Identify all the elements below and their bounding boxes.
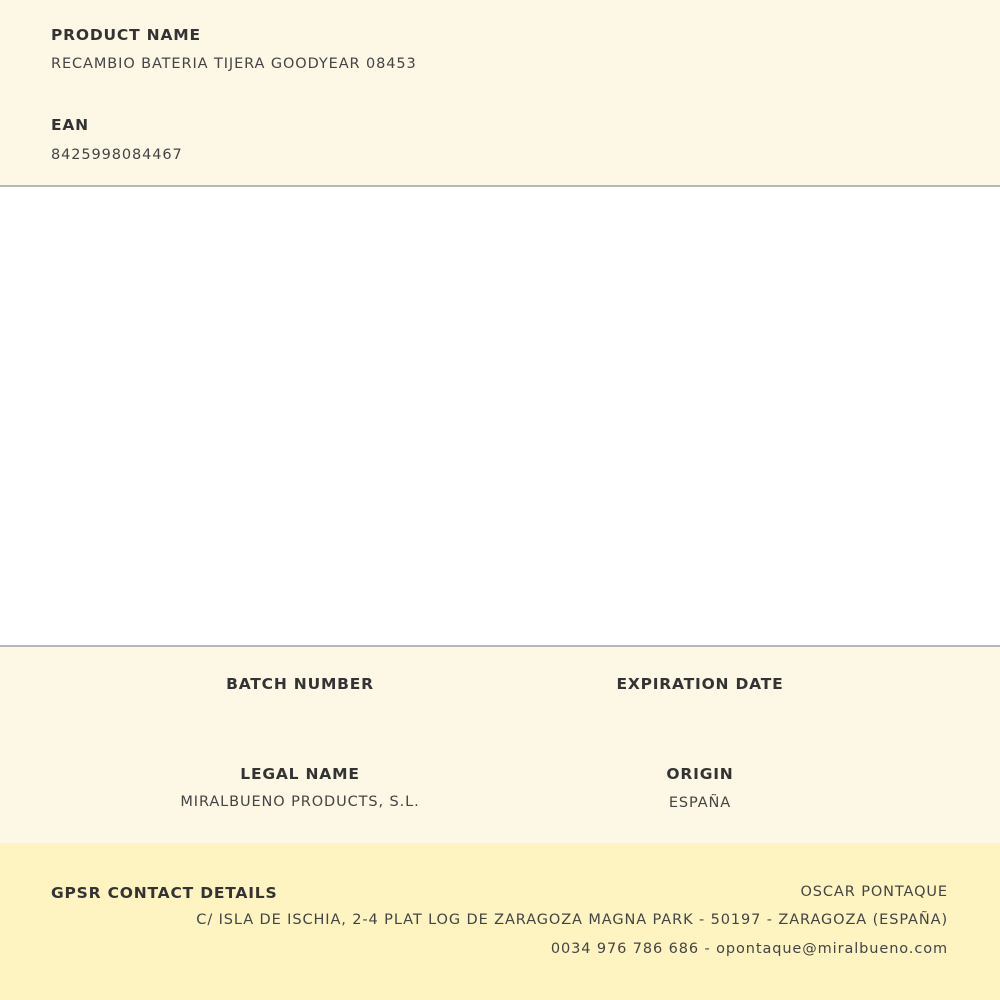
- product-details-section: [0, 645, 1000, 845]
- origin-label: ORIGIN: [666, 765, 734, 783]
- gpsr-contact-label: GPSR CONTACT DETAILS: [51, 884, 278, 902]
- ean-label: EAN: [51, 116, 89, 134]
- gpsr-contact-section: [0, 843, 1000, 1000]
- gpsr-contact-name: OSCAR PONTAQUE: [800, 884, 948, 900]
- gpsr-phone-email: 0034 976 786 686 - opontaque@miralbueno.com: [550, 941, 948, 957]
- origin-value: ESPAÑA: [668, 795, 732, 811]
- ean-value: 8425998084467: [51, 147, 183, 163]
- product-header-section: [0, 0, 1000, 187]
- product-name-value: RECAMBIO BATERIA TIJERA GOODYEAR 08453: [51, 56, 417, 72]
- product-name-label: PRODUCT NAME: [51, 26, 201, 44]
- expiration-date-label: EXPIRATION DATE: [616, 675, 784, 693]
- legal-name-value: MIRALBUENO PRODUCTS, S.L.: [180, 794, 420, 810]
- legal-name-label: LEGAL NAME: [240, 765, 360, 783]
- gpsr-address: C/ ISLA DE ISCHIA, 2-4 PLAT LOG DE ZARAGOZA MAGNA PARK - 50197 - ZARAGOZA (ESPAÑA): [196, 912, 948, 928]
- blank-area: [0, 187, 1000, 645]
- batch-number-label: BATCH NUMBER: [226, 675, 374, 693]
